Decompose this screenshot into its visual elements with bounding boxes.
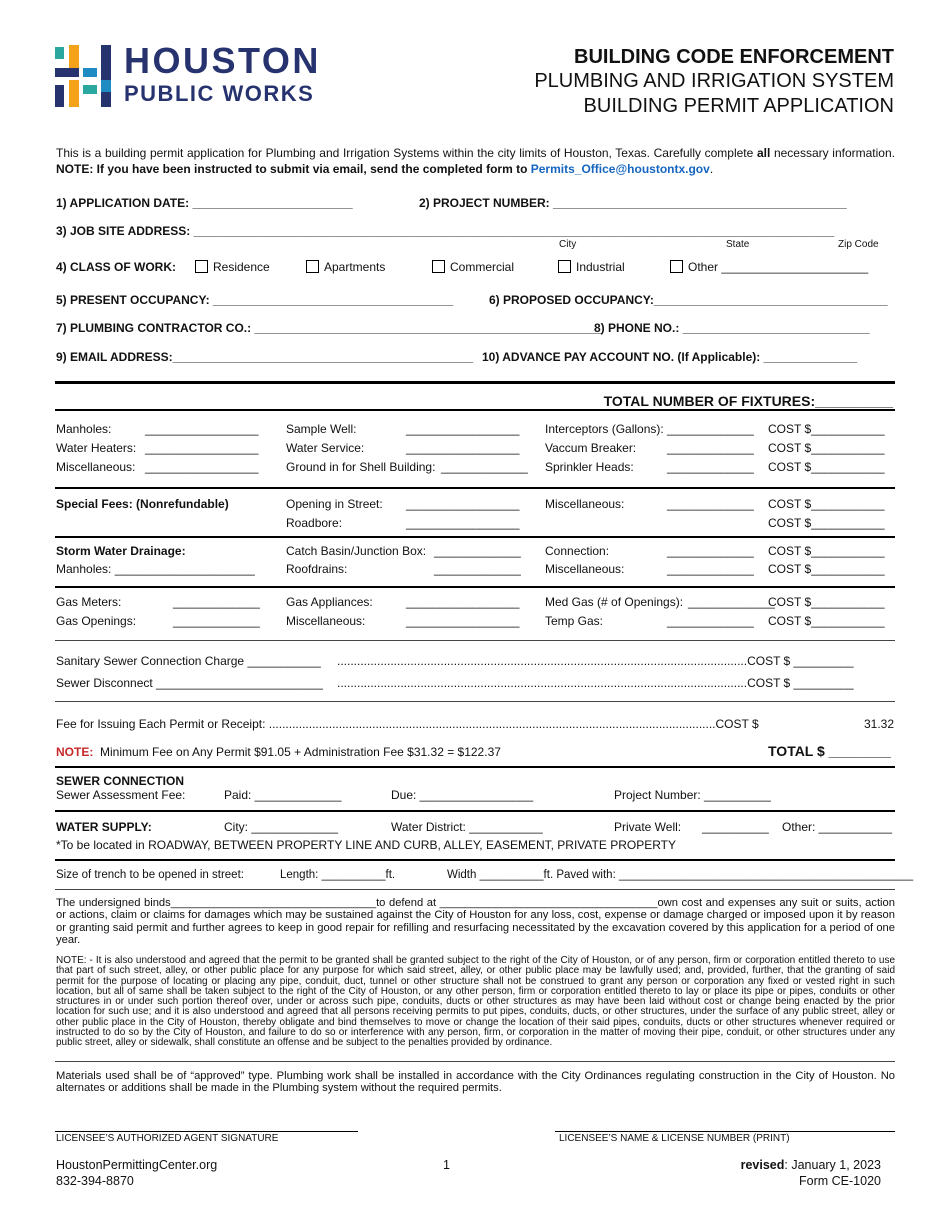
cost-blank[interactable]: COST $___________: [768, 497, 885, 511]
private-well-label: Private Well:: [614, 820, 682, 834]
page-number: 1: [443, 1158, 450, 1172]
sewer-due-field[interactable]: Due: _________________: [391, 788, 534, 802]
total-fixtures-field[interactable]: TOTAL NUMBER OF FIXTURES:__________: [603, 393, 893, 409]
section-divider: [55, 409, 895, 411]
water-other-field[interactable]: Other: ___________: [782, 820, 893, 834]
intro-paragraph: This is a building permit application for Plumbing and Irrigation Systems within the city limits of Houston, Texas. Carefully complete all necessary information. NOTE: If you have been instructed to submit via email, send the completed form to Permits_Office@houstontx.gov.: [56, 146, 895, 176]
opening-street-blank[interactable]: _________________: [406, 497, 520, 511]
residence-checkbox[interactable]: [195, 260, 208, 273]
footer-revised: revised: January 1, 2023: [740, 1158, 881, 1172]
permit-fee-value: 31.32: [863, 717, 894, 731]
shell-building-blank[interactable]: _____________: [441, 460, 528, 474]
special-fees-label: Special Fees: (Nonrefundable): [56, 497, 229, 511]
bind-agreement-paragraph: The undersigned binds_________________________________to defend at ___________________________________own cost and expenses any suit or suits, action or actions, claim or claims for damages which may be sustained against the City of Houston for any loss, cost, expense or damage charged or imposed upon it by reason or granting said permit and further agrees to keep in good repair for refilling and resurfacing necessitated by the excavation covered by this application for a period of one year.: [56, 897, 895, 947]
form-subtitle-1: PLUMBING AND IRRIGATION SYSTEM: [534, 70, 894, 92]
commercial-checkbox[interactable]: [432, 260, 445, 273]
sample-well-blank[interactable]: _________________: [406, 422, 520, 436]
catch-basin-blank[interactable]: _____________: [434, 544, 521, 558]
email-address-field[interactable]: 9) EMAIL ADDRESS:_____________________________________________: [56, 350, 473, 364]
licensee-name-label: LICENSEE’S NAME & LICENSE NUMBER (PRINT): [559, 1133, 790, 1144]
section-divider: [55, 586, 895, 588]
industrial-checkbox[interactable]: [558, 260, 571, 273]
roofdrains-blank[interactable]: _____________: [434, 562, 521, 576]
miscellaneous-blank[interactable]: _________________: [145, 460, 259, 474]
temp-gas-blank[interactable]: _____________: [667, 614, 754, 628]
class-commercial-option[interactable]: Commercial: [432, 260, 514, 274]
materials-paragraph: Materials used shall be of “approved” type. Plumbing work shall be installed in accordance with the City Ordinances regulating construction in the City of Houston. No alternates or additions shall be made in the Plumbing system without the required permits.: [56, 1070, 895, 1095]
zip-caption: Zip Code: [838, 239, 879, 250]
storm-misc-blank[interactable]: _____________: [667, 562, 754, 576]
sprinkler-heads-blank[interactable]: _____________: [667, 460, 754, 474]
sewer-project-number-field[interactable]: Project Number: __________: [614, 788, 771, 802]
section-divider: [55, 640, 895, 641]
cost-blank[interactable]: COST $___________: [768, 422, 885, 436]
minimum-fee-note: NOTE: Minimum Fee on Any Permit $91.05 + Administration Fee $31.32 = $122.37: [56, 745, 501, 759]
sanitary-sewer-field[interactable]: Sanitary Sewer Connection Charge ___________: [56, 654, 321, 668]
cost-blank[interactable]: COST $___________: [768, 460, 885, 474]
class-industrial-option[interactable]: Industrial: [558, 260, 625, 274]
proposed-occupancy-field[interactable]: 6) PROPOSED OCCUPANCY:___________________________________: [489, 293, 888, 307]
class-of-work-label: 4) CLASS OF WORK:: [56, 260, 176, 274]
permits-email-link[interactable]: Permits_Office@houstontx.gov: [530, 162, 710, 176]
class-apartments-option[interactable]: Apartments: [306, 260, 385, 274]
project-number-field[interactable]: 2) PROJECT NUMBER: ____________________________________________: [419, 196, 847, 210]
special-misc-blank[interactable]: _____________: [667, 497, 754, 511]
section-divider: [55, 810, 895, 812]
storm-water-label: Storm Water Drainage:: [56, 544, 186, 558]
storm-manholes-field[interactable]: Manholes: _____________________: [56, 562, 255, 576]
section-divider: [55, 701, 895, 702]
legal-note-paragraph: NOTE: - It is also understood and agreed that the permit to be granted shall be granted subject to the right of the City of Houston, or of any person, firm or corporation entitled thereto to use that part of such street, alley, or other public place for any purpose for which said street, alley, or other public place may be lawfully used; and, provided, further, that the granting of said permit for the purpose of locating or placing any pipe, conduit, duct, tunnel or other structure shall not be construed to grant any person or corporation any fixed or vested right in such location, but all of same shall be taken subject to the right of the City of Houston, or any other person, firm or corporation entitled thereto to lay or place its pipe or pipes, conduits or other structures in or under such portion thereof over, under or across such pipe, conduits, ducts or other structures as may have been laid without cost or change being enacted by the prior location for such use; and it is also understood and agreed that all persons receiving permits to put pipes, conduits, ducts, or other structures, under the surface of any public street, alley or other public place in the City of Houston, thereby obligate and bind themselves to move or change the location of their said pipes, conduits, ducts or other structures whenever required or instructed to do so by the City of Houston, and failure to do so or interference with any person, firm, or corporation in the matter of moving their pipe, conduit, or other structures under any public street, alley or sidewalk, shall constitute an offense and be subject to the penalties provided by ordinance.: [56, 955, 895, 1049]
manholes-blank[interactable]: _________________: [145, 422, 259, 436]
trench-width-field[interactable]: Width __________ft. Paved with: ______________________________________________: [447, 869, 914, 881]
class-other-option[interactable]: Other ______________________: [670, 260, 868, 274]
plumbing-contractor-field[interactable]: 7) PLUMBING CONTRACTOR CO.: ____________________________________________________: [56, 321, 602, 335]
other-checkbox[interactable]: [670, 260, 683, 273]
sewer-connection-title: SEWER CONNECTION: [56, 774, 185, 788]
form-subtitle-2: BUILDING PERMIT APPLICATION: [583, 95, 894, 117]
licensee-name-line[interactable]: [555, 1131, 895, 1132]
logo-line2: PUBLIC WORKS: [124, 81, 315, 106]
state-caption: State: [726, 239, 750, 250]
interceptors-blank[interactable]: _____________: [667, 422, 754, 436]
water-city-field[interactable]: City: _____________: [224, 820, 339, 834]
vaccum-breaker-blank[interactable]: _____________: [667, 441, 754, 455]
advance-pay-account-field[interactable]: 10) ADVANCE PAY ACCOUNT NO. (If Applicable): ______________: [482, 350, 858, 364]
section-divider: [55, 766, 895, 768]
section-divider: [55, 536, 895, 538]
water-district-field[interactable]: Water District: ___________: [391, 820, 543, 834]
logo-wordmark: [124, 42, 321, 108]
class-residence-option[interactable]: Residence: [195, 260, 270, 274]
gas-meters-blank[interactable]: _____________: [173, 595, 260, 609]
section-divider: [55, 859, 895, 861]
location-note: *To be located in ROADWAY, BETWEEN PROPERTY LINE AND CURB, ALLEY, EASEMENT, PRIVATE PROPERTY: [56, 838, 676, 852]
cost-blank[interactable]: COST $___________: [768, 516, 885, 530]
cost-blank[interactable]: COST $___________: [768, 544, 885, 558]
total-field[interactable]: TOTAL $ ________: [768, 743, 891, 759]
cost-blank[interactable]: COST $___________: [768, 595, 885, 609]
private-well-blank[interactable]: __________: [702, 820, 769, 834]
form-title: BUILDING CODE ENFORCEMENT: [574, 46, 894, 68]
sewer-disconnect-field[interactable]: Sewer Disconnect _________________________: [56, 676, 323, 690]
permit-fee-label: Fee for Issuing Each Permit or Receipt: ......................................................................................................................................COST $: [56, 717, 759, 731]
gas-misc-blank[interactable]: _________________: [406, 614, 520, 628]
agent-signature-line[interactable]: [55, 1131, 358, 1132]
section-divider: [55, 889, 895, 890]
footer-form-number: Form CE-1020: [799, 1174, 881, 1188]
sewer-paid-field[interactable]: Paid: _____________: [224, 788, 342, 802]
cost-blank[interactable]: COST $___________: [768, 441, 885, 455]
logo-line1: HOUSTON: [124, 40, 321, 81]
trench-size-label: Size of trench to be opened in street:: [56, 869, 244, 881]
section-divider: [55, 1061, 895, 1062]
section-divider: [55, 381, 895, 384]
med-gas-blank[interactable]: _____________: [688, 595, 775, 609]
footer-website[interactable]: HoustonPermittingCenter.org: [56, 1158, 218, 1172]
footer-phone: 832-394-8870: [56, 1174, 134, 1188]
gas-openings-blank[interactable]: _____________: [173, 614, 260, 628]
connection-blank[interactable]: _____________: [667, 544, 754, 558]
water-supply-title: WATER SUPPLY:: [56, 820, 152, 834]
apartments-checkbox[interactable]: [306, 260, 319, 273]
cost-blank[interactable]: COST $___________: [768, 562, 885, 576]
section-divider: [55, 487, 895, 489]
roadbore-blank[interactable]: _________________: [406, 516, 520, 530]
present-occupancy-field[interactable]: 5) PRESENT OCCUPANCY: ____________________________________: [56, 293, 454, 307]
water-service-blank[interactable]: _________________: [406, 441, 520, 455]
agent-signature-label: LICENSEE’S AUTHORIZED AGENT SIGNATURE: [56, 1133, 279, 1144]
disconnect-cost-leader[interactable]: ...........................................................................................................................COST $ _________: [337, 676, 854, 690]
houston-public-works-logo-mark: [55, 45, 117, 109]
sanitary-cost-leader[interactable]: ...........................................................................................................................COST $ _________: [337, 654, 854, 668]
water-heaters-blank[interactable]: _________________: [145, 441, 259, 455]
phone-field[interactable]: 8) PHONE NO.: ____________________________: [594, 321, 870, 335]
trench-length-field[interactable]: Length: __________ft.: [280, 869, 396, 881]
gas-appliances-blank[interactable]: _________________: [406, 595, 520, 609]
city-caption: City: [559, 239, 577, 250]
cost-blank[interactable]: COST $___________: [768, 614, 885, 628]
job-site-address-field[interactable]: 3) JOB SITE ADDRESS: ________________________________________________________________________________________________: [56, 224, 835, 238]
sewer-assessment-label: Sewer Assessment Fee:: [56, 788, 186, 802]
application-date-field[interactable]: 1) APPLICATION DATE: ________________________: [56, 196, 353, 210]
